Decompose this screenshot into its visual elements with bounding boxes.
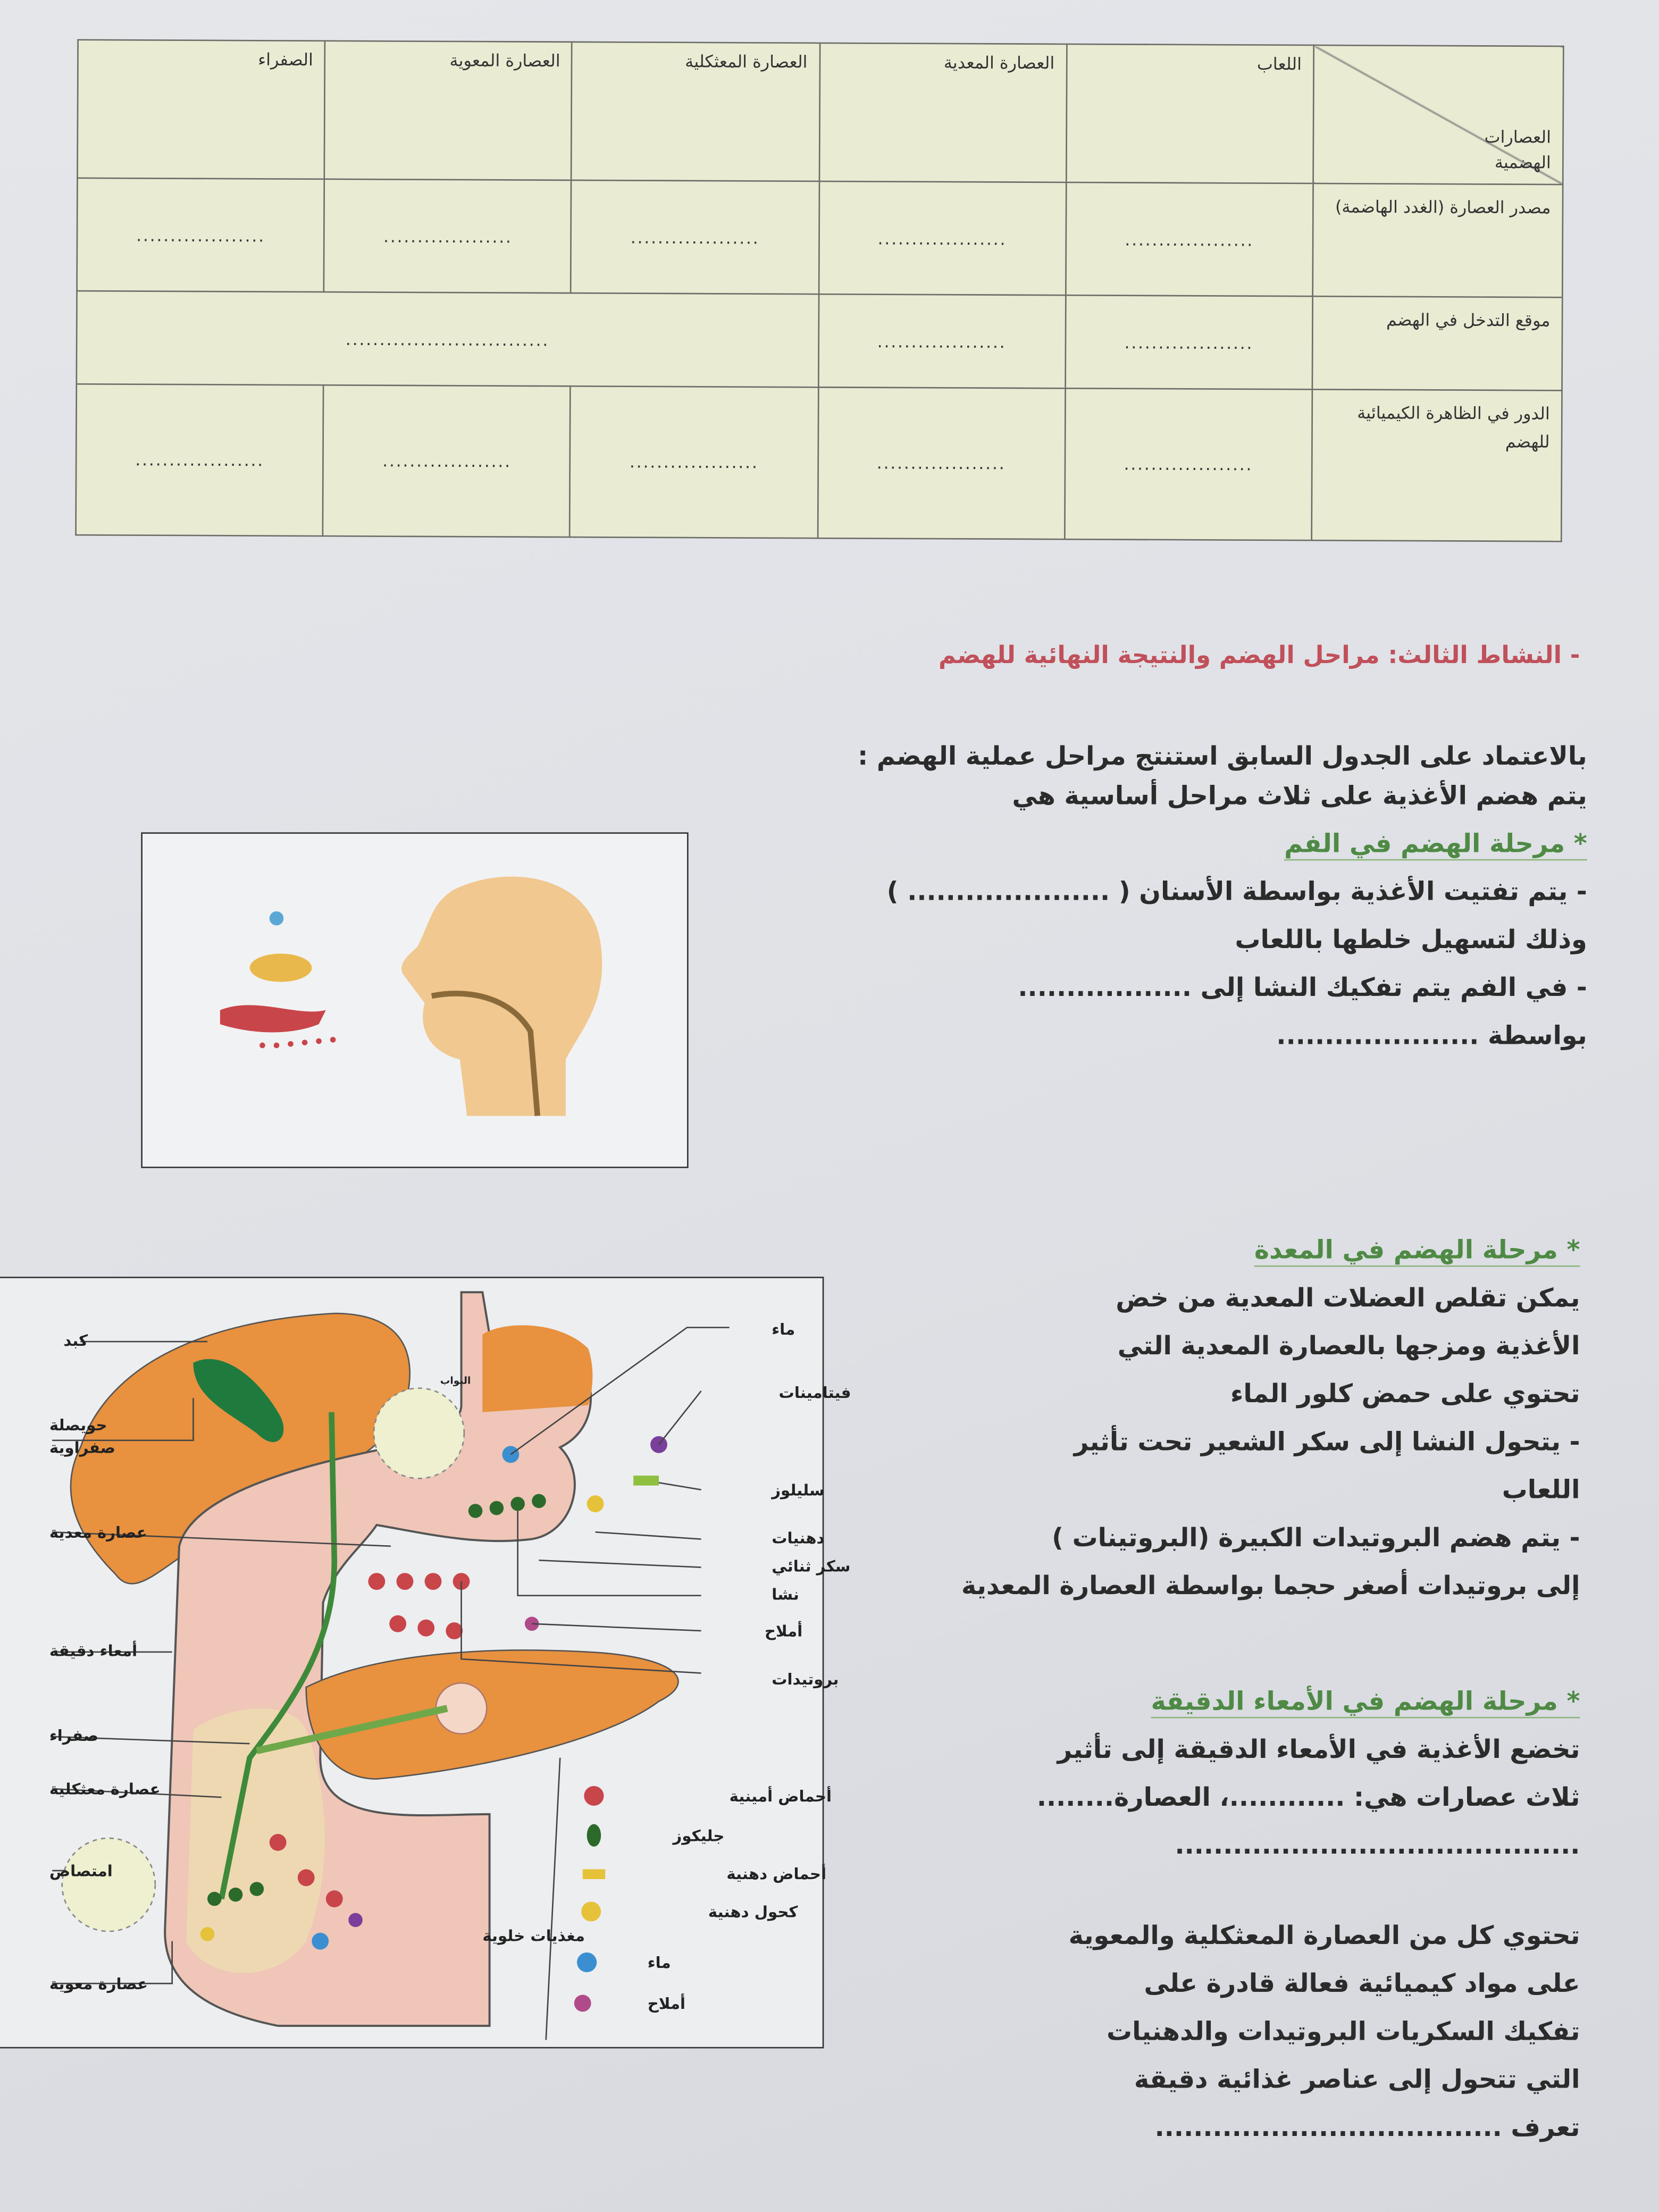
label-gallbladder: حويصلة	[49, 1416, 107, 1435]
label-disaccharide: سكر ثنائي	[772, 1557, 851, 1576]
stomach-top-icon	[482, 1325, 592, 1412]
stomach-line: تحتوي على حمض كلور الماء	[1230, 1379, 1580, 1410]
table-corner-cell	[1313, 45, 1564, 185]
pylorus-detail-icon	[374, 1388, 464, 1479]
row-label: موقع التدخل في الهضم	[1312, 296, 1562, 390]
fatty-acid-icon	[583, 1869, 605, 1879]
stomach-line: يمكن تقلص العضلات المعدية من خض	[1116, 1284, 1580, 1314]
intro-line: يتم هضم الأغذية على ثلاث مراحل أساسية هي	[1012, 781, 1587, 811]
legend-item: أحماض أمينية	[729, 1787, 832, 1806]
stomach-line: - يتحول النشا إلى سكر الشعير تحت تأثير	[1074, 1427, 1580, 1457]
blank-cell[interactable]: ...................	[1066, 182, 1313, 296]
legend-item: ماء	[647, 1954, 671, 1972]
label-intestinal-juice: عصارة معوية	[49, 1974, 148, 1993]
salts-icon	[574, 1995, 591, 2012]
label-pancreatic-juice: عصارة معثكلية	[49, 1780, 161, 1798]
stomach-line: الأغذية ومزجها بالعصارة المعدية التي	[1117, 1331, 1580, 1362]
blank-cell[interactable]: ...................	[324, 179, 572, 293]
legend-item: جليكوز	[673, 1826, 725, 1845]
villi-detail-icon	[62, 1838, 155, 1931]
blank-cell[interactable]: ...................	[77, 178, 325, 292]
digestive-system-diagram	[0, 1277, 851, 2048]
blank-cell[interactable]: ...................	[1065, 388, 1312, 540]
corner-label: العصارات	[1484, 127, 1552, 147]
intestine-line: على مواد كيميائية فعالة قادرة على	[1144, 1969, 1580, 1999]
intro-text	[790, 734, 1587, 1061]
intestine-section	[847, 1679, 1580, 2152]
intestine-heading: * مرحلة الهضم في الأمعاء الدقيقة	[1151, 1687, 1580, 1717]
activity-title: - النشاط الثالث: مراحل الهضم والنتيجة النهائية للهضم	[939, 642, 1580, 671]
mouth-line: - في الفم يتم تفكيك النشا إلى ..................	[1018, 973, 1587, 1003]
label-fats: دهنيات	[772, 1529, 825, 1547]
column-header: العصارة المعوية	[324, 41, 572, 180]
amino-acid-icon	[584, 1786, 604, 1806]
table-header-row	[78, 40, 1564, 185]
blank-cell[interactable]: ...................	[571, 180, 819, 294]
water-drop-icon	[270, 911, 284, 926]
bread-icon	[250, 953, 312, 982]
label-water: ماء	[772, 1320, 795, 1338]
legend-item: كحول دهنية	[708, 1903, 798, 1921]
blank-cell[interactable]: ...................	[1065, 295, 1313, 389]
intestine-line: ثلاث عصارات هي: ............، العصارة........	[1036, 1783, 1580, 1813]
column-header: اللعاب	[1066, 44, 1314, 183]
legend-item: أملاح	[647, 1995, 686, 2013]
meat-icon	[220, 1005, 326, 1032]
label-proteins: بروتيدات	[772, 1670, 839, 1688]
diagram-legend	[574, 1786, 832, 2013]
mouth-line: - يتم تفتيت الأغذية بواسطة الأسنان ( ..................... )	[886, 877, 1587, 907]
label-gallbladder: صفراوية	[49, 1438, 115, 1457]
label-small-intestine: أمعاء دقيقة	[49, 1641, 138, 1660]
intestine-line: تعرف ....................................	[1154, 2113, 1580, 2143]
column-header: الصفراء	[78, 40, 325, 179]
intestine-line: تحتوي كل من العصارة المعثكلية والمعوية	[1068, 1921, 1580, 1951]
table-row	[76, 384, 1562, 541]
table-row	[77, 291, 1562, 390]
digestive-juices-table	[75, 39, 1564, 542]
head-silhouette-icon	[401, 876, 602, 1116]
blank-cell[interactable]: ...................	[817, 387, 1065, 539]
blank-cell[interactable]: ...................	[818, 181, 1066, 295]
label-absorption: امتصاص	[49, 1862, 113, 1880]
label-bile: صفراء	[49, 1726, 99, 1745]
merged-blank-cell[interactable]: ..............................	[77, 291, 818, 387]
stomach-line: اللعاب	[1502, 1476, 1580, 1505]
mouth-line: بواسطة .....................	[1276, 1021, 1587, 1051]
intro-line: بالاعتماد على الجدول السابق استنتج مراحل عملية الهضم :	[858, 742, 1587, 772]
label-vitamins: فيتامينات	[778, 1384, 851, 1402]
label-liver: كبد	[63, 1331, 88, 1350]
stomach-line: - يتم هضم البروتيدات الكبيرة (البروتينات )	[1052, 1523, 1580, 1554]
row-label: مصدر العصارة (الغدد الهاضمة)	[1313, 183, 1563, 297]
label-salts: أملاح	[764, 1622, 803, 1640]
row-label: الدور في الظاهرة الكيميائية للهضم	[1312, 389, 1562, 541]
label-starch: نشا	[772, 1585, 799, 1604]
mouth-heading: * مرحلة الهضم في الفم	[1284, 830, 1587, 859]
column-header: العصارة المعثكلية	[572, 42, 819, 181]
stomach-section	[847, 1227, 1580, 1611]
intestine-line: تخضع الأغذية في الأمعاء الدقيقة إلى تأثير	[1057, 1735, 1580, 1765]
table-row	[77, 178, 1563, 297]
label-cellulose: سليلوز	[772, 1481, 825, 1499]
label-pylorus: البواب	[440, 1375, 471, 1387]
column-header: العصارة المعدية	[819, 43, 1067, 182]
blank-cell[interactable]: ...................	[323, 385, 571, 537]
mouth-line: وذلك لتسهيل خلطها باللعاب	[1235, 925, 1587, 956]
intestine-line: ..........................................	[1175, 1831, 1580, 1861]
stomach-line: إلى بروتيدات أصغر حجما بواسطة العصارة المعدية	[961, 1571, 1580, 1602]
blank-cell[interactable]: ...................	[818, 294, 1066, 388]
intestine-line: التي تتحول إلى عناصر غذائية دقيقة	[1134, 2065, 1580, 2095]
label-cell-nutrients: مغذيات خلوية	[482, 1926, 585, 1945]
blank-cell[interactable]: ...................	[570, 386, 818, 538]
intestine-line: تفكيك السكريات البروتيدات والدهنيات	[1107, 2017, 1580, 2047]
corner-label: الهضمية	[1494, 152, 1551, 173]
glucose-icon	[587, 1824, 601, 1846]
glycerol-icon	[581, 1901, 601, 1921]
mouth-illustration	[141, 832, 688, 1168]
label-gastric-juice: عصارة معدية	[49, 1523, 147, 1541]
pancreas-icon	[306, 1650, 678, 1779]
legend-item: أحماض دهنية	[726, 1864, 826, 1883]
food-dots-icon	[259, 1037, 336, 1048]
blank-cell[interactable]: ...................	[76, 384, 324, 536]
stomach-heading: * مرحلة الهضم في المعدة	[1254, 1236, 1580, 1266]
water-molecule-icon	[577, 1953, 597, 1972]
